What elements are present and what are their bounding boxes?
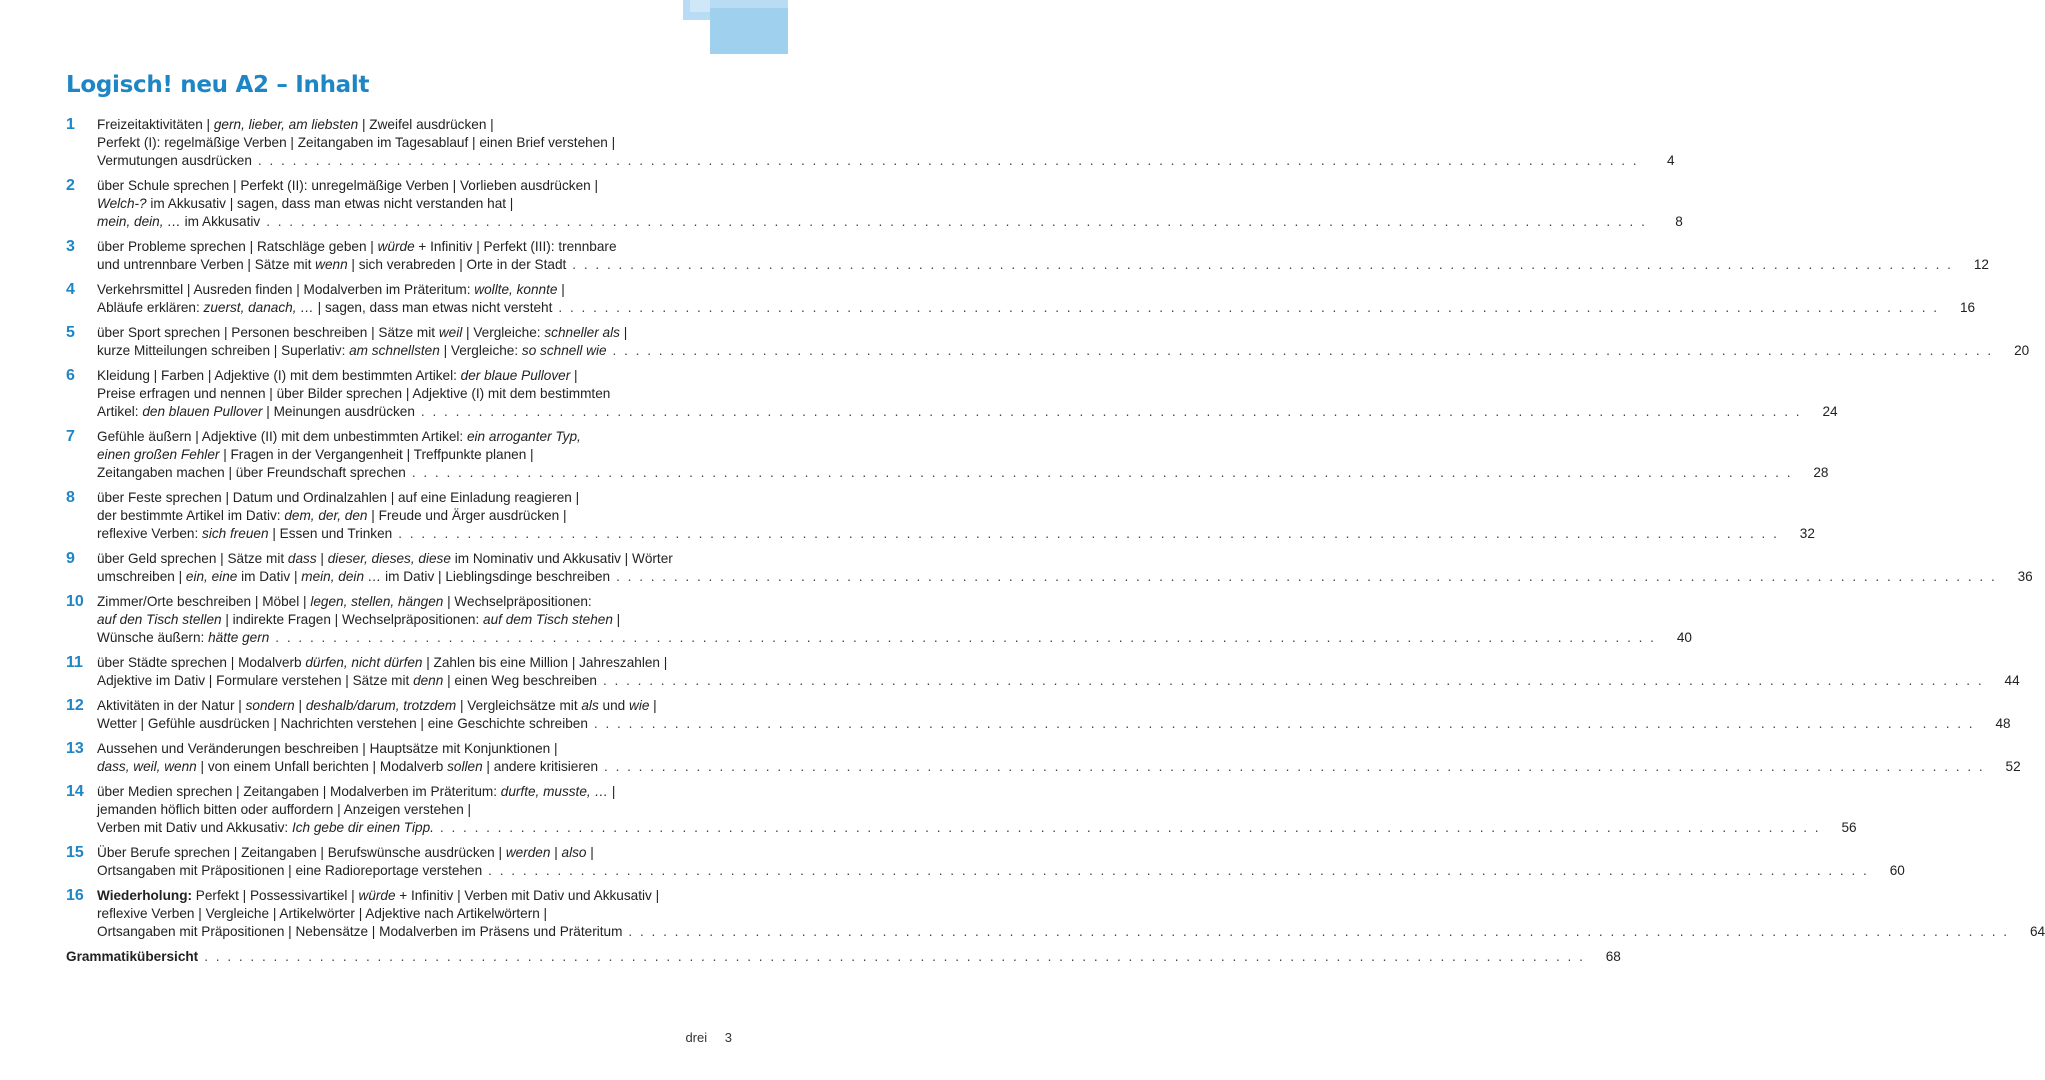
page-number: 40 [1676, 630, 1692, 645]
dot-leader: . . . . . . . . . . . . . . . . . . . . . . . . . . . . . . . . . . . . . . . . . . . . . . . . . . . . . . . . . . . . . . . . . . . . . . . . . . . . . . . . . . . . . . . . . . . . . . . . . . . . . . . . . . . . . . . . . . . . . . . . [488, 863, 1869, 878]
table-of-contents [66, 116, 2045, 966]
unit-number: 12 [66, 697, 84, 714]
page-title: Logisch! neu A2 – Inhalt [66, 72, 370, 98]
unit-number: 8 [66, 489, 75, 506]
unit-topic-line: Perfekt (I): regelmäßige Verben | Zeitangaben im Tagesablauf | einen Brief verstehen | [97, 135, 616, 150]
page-number: 24 [1822, 404, 1838, 419]
dot-leader: . . . . . . . . . . . . . . . . . . . . . . . . . . . . . . . . . . . . . . . . . . . . . . . . . . . . . . . . . . . . . . . . . . . . . . . . . . . . . . . . . . . . . . . . . . . . . . . . . . . . . . . . . . . . . . . . . . . . . . . . [612, 343, 1994, 358]
unit-topic-line: auf den Tisch stellen | indirekte Fragen | Wechselpräpositionen: auf dem Tisch stehen | [97, 612, 621, 627]
unit-topic-line: einen großen Fehler | Fragen in der Vergangenheit | Treffpunkte planen | [97, 447, 534, 462]
unit-topic-line-last: Ortsangaben mit Präpositionen | eine Radioreportage verstehen . . . . . . . . . . . . . . . . . . . . . . . . . . . . . . . . . . . . . . . . . . . . . . . . . . . . . . . . . . . . . . . . . . . . . . . . . . . . . . . . . . . . . . . . . . . . . . . . . . . . . . . . . . . . . . . . . . . . . . . . 60 [97, 863, 1905, 878]
unit-topic-line-last: Artikel: den blauen Pullover | Meinungen ausdrücken . . . . . . . . . . . . . . . . . . . . . . . . . . . . . . . . . . . . . . . . . . . . . . . . . . . . . . . . . . . . . . . . . . . . . . . . . . . . . . . . . . . . . . . . . . . . . . . . . . . . . . . . . . . . . . . . . . . . . . . . 24 [97, 404, 1838, 419]
unit-topic-line: über Städte sprechen | Modalverb dürfen, nicht dürfen | Zahlen bis eine Million | Jahreszahlen | [97, 655, 668, 670]
unit-number: 11 [66, 654, 83, 671]
unit-topic-line: über Schule sprechen | Perfekt (II): unregelmäßige Verben | Vorlieben ausdrücken | [97, 178, 599, 193]
page-number: 28 [1813, 465, 1829, 480]
unit-topic-line-last: Zeitangaben machen | über Freundschaft sprechen . . . . . . . . . . . . . . . . . . . . . . . . . . . . . . . . . . . . . . . . . . . . . . . . . . . . . . . . . . . . . . . . . . . . . . . . . . . . . . . . . . . . . . . . . . . . . . . . . . . . . . . . . . . . . . . . . . . . . . . . 28 [97, 465, 1829, 480]
grammar-overview-entry: Grammatikübersicht . . . . . . . . . . . . . . . . . . . . . . . . . . . . . . . . . . . . . . . . . . . . . . . . . . . . . . . . . . . . . . . . . . . . . . . . . . . . . . . . . . . . . . . . . . . . . . . . . . . . . . . . . . . . . . . . . . . . . . . . 68 [66, 949, 1621, 964]
unit-topic-line-last: Vermutungen ausdrücken . . . . . . . . . . . . . . . . . . . . . . . . . . . . . . . . . . . . . . . . . . . . . . . . . . . . . . . . . . . . . . . . . . . . . . . . . . . . . . . . . . . . . . . . . . . . . . . . . . . . . . . . . . . . . . . . . . . . . . . . 4 [97, 153, 1675, 168]
toc-entry [66, 740, 2021, 776]
unit-topic-line: Aussehen und Veränderungen beschreiben | Hauptsätze mit Konjunktionen | [97, 741, 558, 756]
unit-topic-line: Wiederholung: Perfekt | Possessivartikel | würde + Infinitiv | Verben mit Dativ und Akkusativ | [97, 888, 660, 903]
dot-leader: . . . . . . . . . . . . . . . . . . . . . . . . . . . . . . . . . . . . . . . . . . . . . . . . . . . . . . . . . . . . . . . . . . . . . . . . . . . . . . . . . . . . . . . . . . . . . . . . . . . . . . . . . . . . . . . . . . . . . . . . [602, 673, 1984, 688]
unit-number: 14 [66, 783, 84, 800]
unit-topic-line-last: Wünsche äußern: hätte gern . . . . . . . . . . . . . . . . . . . . . . . . . . . . . . . . . . . . . . . . . . . . . . . . . . . . . . . . . . . . . . . . . . . . . . . . . . . . . . . . . . . . . . . . . . . . . . . . . . . . . . . . . . . . . . . . . . . . . . . . 40 [97, 630, 1692, 645]
unit-number: 4 [66, 281, 75, 298]
page-number: 16 [1959, 300, 1976, 315]
unit-topic-line-last: Abläufe erklären: zuerst, danach, … | sagen, dass man etwas nicht versteht . . . . . . . . . . . . . . . . . . . . . . . . . . . . . . . . . . . . . . . . . . . . . . . . . . . . . . . . . . . . . . . . . . . . . . . . . . . . . . . . . . . . . . . . . . . . . . . . . . . . . . . . . . . . . . . . . . . . . . . . 16 [97, 300, 1976, 315]
unit-topic-line: reflexive Verben | Vergleiche | Artikelwörter | Adjektive nach Artikelwörtern | [97, 906, 548, 921]
unit-number: 6 [66, 367, 75, 384]
page-number: 20 [2014, 343, 2030, 358]
dot-leader: . . . . . . . . . . . . . . . . . . . . . . . . . . . . . . . . . . . . . . . . . . . . . . . . . . . . . . . . . . . . . . . . . . . . . . . . . . . . . . . . . . . . . . . . . . . . . . . . . . . . . . . . . . . . . . . . . . . . . . . . [616, 569, 1997, 584]
unit-topic-line-last: Verben mit Dativ und Akkusativ: Ich gebe dir einen Tipp. . . . . . . . . . . . . . . . . . . . . . . . . . . . . . . . . . . . . . . . . . . . . . . . . . . . . . . . . . . . . . . . . . . . . . . . . . . . . . . . . . . . . . . . . . . . . . . . . . . . . . . . . . . . . . . . . . . . . . . . . 56 [97, 820, 1857, 835]
page-number: 52 [2005, 759, 2021, 774]
unit-number: 3 [66, 238, 75, 255]
toc-entry [66, 116, 1675, 170]
unit-topic-line-last: mein, dein, … im Akkusativ . . . . . . . . . . . . . . . . . . . . . . . . . . . . . . . . . . . . . . . . . . . . . . . . . . . . . . . . . . . . . . . . . . . . . . . . . . . . . . . . . . . . . . . . . . . . . . . . . . . . . . . . . . . . . . . . . . . . . . . . 8 [97, 214, 1683, 229]
toc-entry [66, 783, 1857, 837]
corner-decoration [710, 8, 788, 54]
page-footer [671, 1030, 732, 1045]
unit-topic-line-last: und untrennbare Verben | Sätze mit wenn | sich verabreden | Orte in der Stadt . . . . . . . . . . . . . . . . . . . . . . . . . . . . . . . . . . . . . . . . . . . . . . . . . . . . . . . . . . . . . . . . . . . . . . . . . . . . . . . . . . . . . . . . . . . . . . . . . . . . . . . . . . . . . . . . . . . . . . . . 12 [97, 257, 1989, 272]
dot-leader: . . . . . . . . . . . . . . . . . . . . . . . . . . . . . . . . . . . . . . . . . . . . . . . . . . . . . . . . . . . . . . . . . . . . . . . . . . . . . . . . . . . . . . . . . . . . . . . . . . . . . . . . . . . . . . . . . . . . . . . . [257, 153, 1639, 168]
unit-topic-line: Freizeitaktivitäten | gern, lieber, am liebsten | Zweifel ausdrücken | [97, 117, 494, 132]
unit-topic-line-last: Adjektive im Dativ | Formulare verstehen | Sätze mit denn | einen Weg beschreiben . . . . . . . . . . . . . . . . . . . . . . . . . . . . . . . . . . . . . . . . . . . . . . . . . . . . . . . . . . . . . . . . . . . . . . . . . . . . . . . . . . . . . . . . . . . . . . . . . . . . . . . . . . . . . . . . . . . . . . . . 44 [97, 673, 2020, 688]
unit-number: 16 [66, 887, 84, 904]
toc-entry [66, 489, 1815, 543]
footer-page-word: drei [685, 1030, 708, 1045]
unit-topic-line: Über Berufe sprechen | Zeitangaben | Berufswünsche ausdrücken | werden | also | [97, 845, 594, 860]
unit-number: 9 [66, 550, 75, 567]
dot-leader: . . . . . . . . . . . . . . . . . . . . . . . . . . . . . . . . . . . . . . . . . . . . . . . . . . . . . . . . . . . . . . . . . . . . . . . . . . . . . . . . . . . . . . . . . . . . . . . . . . . . . . . . . . . . . . . . . . . . . . . . [275, 630, 1656, 645]
unit-topic-line-last: kurze Mitteilungen schreiben | Superlativ: am schnellsten | Vergleiche: so schnell wie . . . . . . . . . . . . . . . . . . . . . . . . . . . . . . . . . . . . . . . . . . . . . . . . . . . . . . . . . . . . . . . . . . . . . . . . . . . . . . . . . . . . . . . . . . . . . . . . . . . . . . . . . . . . . . . . . . . . . . . . 20 [97, 343, 2030, 358]
unit-topic-line-last: Ortsangaben mit Präpositionen | Nebensätze | Modalverben im Präsens und Präteritum . . . . . . . . . . . . . . . . . . . . . . . . . . . . . . . . . . . . . . . . . . . . . . . . . . . . . . . . . . . . . . . . . . . . . . . . . . . . . . . . . . . . . . . . . . . . . . . . . . . . . . . . . . . . . . . . . . . . . . . . 64 [97, 924, 2045, 939]
dot-leader: . . . . . . . . . . . . . . . . . . . . . . . . . . . . . . . . . . . . . . . . . . . . . . . . . . . . . . . . . . . . . . . . . . . . . . . . . . . . . . . . . . . . . . . . . . . . . . . . . . . . . . . . . . . . . . . . . . . . . . . . [411, 465, 1793, 480]
toc-entry [66, 367, 1838, 421]
unit-topic-line: Gefühle äußern | Adjektive (II) mit dem unbestimmten Artikel: ein arroganter Typ, [97, 429, 581, 444]
unit-number: 5 [66, 324, 75, 341]
page-number: 48 [1995, 716, 2011, 731]
dot-leader: . . . . . . . . . . . . . . . . . . . . . . . . . . . . . . . . . . . . . . . . . . . . . . . . . . . . . . . . . . . . . . . . . . . . . . . . . . . . . . . . . . . . . . . . . . . . . . . . . . . . . . . . . . . . . . . . . . . . . . . . [420, 404, 1802, 419]
dot-leader: . . . . . . . . . . . . . . . . . . . . . . . . . . . . . . . . . . . . . . . . . . . . . . . . . . . . . . . . . . . . . . . . . . . . . . . . . . . . . . . . . . . . . . . . . . . . . . . . . . . . . . . . . . . . . . . . . . . . . . . . [572, 257, 1953, 272]
unit-topic-line: über Probleme sprechen | Ratschläge geben | würde + Infinitiv | Perfekt (III): trennbare [97, 239, 617, 254]
toc-entry [66, 324, 2030, 360]
unit-number: 2 [66, 177, 75, 194]
toc-entry [66, 593, 1692, 647]
page-number: 36 [2017, 569, 2033, 584]
unit-number: 13 [66, 740, 84, 757]
unit-topic-line: über Geld sprechen | Sätze mit dass | dieser, dieses, diese im Nominativ und Akkusativ | Wörter [97, 551, 673, 566]
page-number: 64 [2029, 924, 2045, 939]
page-number: 32 [1799, 526, 1815, 541]
dot-leader: . . . . . . . . . . . . . . . . . . . . . . . . . . . . . . . . . . . . . . . . . . . . . . . . . . . . . . . . . . . . . . . . . . . . . . . . . . . . . . . . . . . . . . . . . . . . . . . . . . . . . . . . . . . . . . . . . . . . . . . . [558, 300, 1940, 315]
toc-entry [66, 177, 1683, 231]
dot-leader: . . . . . . . . . . . . . . . . . . . . . . . . . . . . . . . . . . . . . . . . . . . . . . . . . . . . . . . . . . . . . . . . . . . . . . . . . . . . . . . . . . . . . . . . . . . . . . . . . . . . . . . . . . . . . . . . . . . . . . . . [593, 716, 1975, 731]
dot-leader: . . . . . . . . . . . . . . . . . . . . . . . . . . . . . . . . . . . . . . . . . . . . . . . . . . . . . . . . . . . . . . . . . . . . . . . . . . . . . . . . . . . . . . . . . . . . . . . . . . . . . . . . . . . . . . . . . . . . . . . . [398, 526, 1779, 541]
unit-topic-line: Zimmer/Orte beschreiben | Möbel | legen, stellen, hängen | Wechselpräpositionen: [97, 594, 592, 609]
unit-topic-line: Verkehrsmittel | Ausreden finden | Modalverben im Präteritum: wollte, konnte | [97, 282, 565, 297]
page-number: 60 [1889, 863, 1905, 878]
toc-entry [66, 550, 2033, 586]
unit-topic-line: über Sport sprechen | Personen beschreiben | Sätze mit weil | Vergleiche: schneller als | [97, 325, 628, 340]
unit-topic-line: über Feste sprechen | Datum und Ordinalzahlen | auf eine Einladung reagieren | [97, 490, 580, 505]
footer-page-number: 3 [724, 1030, 732, 1045]
unit-topic-line: Preise erfragen und nennen | über Bilder sprechen | Adjektive (I) mit dem bestimmten [97, 386, 611, 401]
unit-topic-line: jemanden höflich bitten oder auffordern | Anzeigen verstehen | [97, 802, 472, 817]
dot-leader: . . . . . . . . . . . . . . . . . . . . . . . . . . . . . . . . . . . . . . . . . . . . . . . . . . . . . . . . . . . . . . . . . . . . . . . . . . . . . . . . . . . . . . . . . . . . . . . . . . . . . . . . . . . . . . . . . . . . . . . . [604, 759, 1985, 774]
page-number: 8 [1675, 214, 1683, 229]
toc-entry [66, 654, 2020, 690]
unit-topic-line-last: reflexive Verben: sich freuen | Essen und Trinken . . . . . . . . . . . . . . . . . . . . . . . . . . . . . . . . . . . . . . . . . . . . . . . . . . . . . . . . . . . . . . . . . . . . . . . . . . . . . . . . . . . . . . . . . . . . . . . . . . . . . . . . . . . . . . . . . . . . . . . . 32 [97, 526, 1815, 541]
dot-leader: . . . . . . . . . . . . . . . . . . . . . . . . . . . . . . . . . . . . . . . . . . . . . . . . . . . . . . . . . . . . . . . . . . . . . . . . . . . . . . . . . . . . . . . . . . . . . . . . . . . . . . . . . . . . . . . . . . . . . . . . [439, 820, 1821, 835]
dot-leader: . . . . . . . . . . . . . . . . . . . . . . . . . . . . . . . . . . . . . . . . . . . . . . . . . . . . . . . . . . . . . . . . . . . . . . . . . . . . . . . . . . . . . . . . . . . . . . . . . . . . . . . . . . . . . . . . . . . . . . . . [266, 214, 1647, 229]
unit-topic-line-last: Wetter | Gefühle ausdrücken | Nachrichten verstehen | eine Geschichte schreiben . . . . . . . . . . . . . . . . . . . . . . . . . . . . . . . . . . . . . . . . . . . . . . . . . . . . . . . . . . . . . . . . . . . . . . . . . . . . . . . . . . . . . . . . . . . . . . . . . . . . . . . . . . . . . . . . . . . . . . . . 48 [97, 716, 2011, 731]
page-number: 4 [1667, 153, 1675, 168]
toc-entry [66, 238, 1989, 274]
unit-topic-line-last: umschreiben | ein, eine im Dativ | mein, dein … im Dativ | Lieblingsdinge beschreiben . . . . . . . . . . . . . . . . . . . . . . . . . . . . . . . . . . . . . . . . . . . . . . . . . . . . . . . . . . . . . . . . . . . . . . . . . . . . . . . . . . . . . . . . . . . . . . . . . . . . . . . . . . . . . . . . . . . . . . . . 36 [97, 569, 2033, 584]
unit-number: 15 [66, 844, 84, 861]
page-number: 44 [2004, 673, 2020, 688]
toc-entry [66, 697, 2011, 733]
unit-topic-line: über Medien sprechen | Zeitangaben | Modalverben im Präteritum: durfte, musste, … | [97, 784, 616, 799]
toc-entry [66, 844, 1905, 880]
unit-topic-line: Welch-? im Akkusativ | sagen, dass man etwas nicht verstanden hat | [97, 196, 514, 211]
unit-topic-line: Aktivitäten in der Natur | sondern | deshalb/darum, trotzdem | Vergleichsätze mit als und wie | [97, 698, 657, 713]
unit-topic-line: Kleidung | Farben | Adjektive (I) mit dem bestimmten Artikel: der blaue Pullover | [97, 368, 578, 383]
toc-entry [66, 281, 1976, 317]
dot-leader: . . . . . . . . . . . . . . . . . . . . . . . . . . . . . . . . . . . . . . . . . . . . . . . . . . . . . . . . . . . . . . . . . . . . . . . . . . . . . . . . . . . . . . . . . . . . . . . . . . . . . . . . . . . . . . . . . . . . . . . . [628, 924, 2010, 939]
unit-number: 7 [66, 428, 75, 445]
unit-topic-line: der bestimmte Artikel im Dativ: dem, der, den | Freude und Ärger ausdrücken | [97, 508, 567, 523]
page-number: 56 [1841, 820, 1857, 835]
toc-entry [66, 887, 2045, 941]
toc-entry [66, 428, 1829, 482]
page-number: 12 [1973, 257, 1989, 272]
corner-decoration [690, 0, 710, 12]
unit-number: 1 [66, 116, 75, 133]
unit-number: 10 [66, 593, 84, 610]
unit-topic-line-last: dass, weil, wenn | von einem Unfall berichten | Modalverb sollen | andere kritisieren . . . . . . . . . . . . . . . . . . . . . . . . . . . . . . . . . . . . . . . . . . . . . . . . . . . . . . . . . . . . . . . . . . . . . . . . . . . . . . . . . . . . . . . . . . . . . . . . . . . . . . . . . . . . . . . . . . . . . . . . 52 [97, 759, 2021, 774]
